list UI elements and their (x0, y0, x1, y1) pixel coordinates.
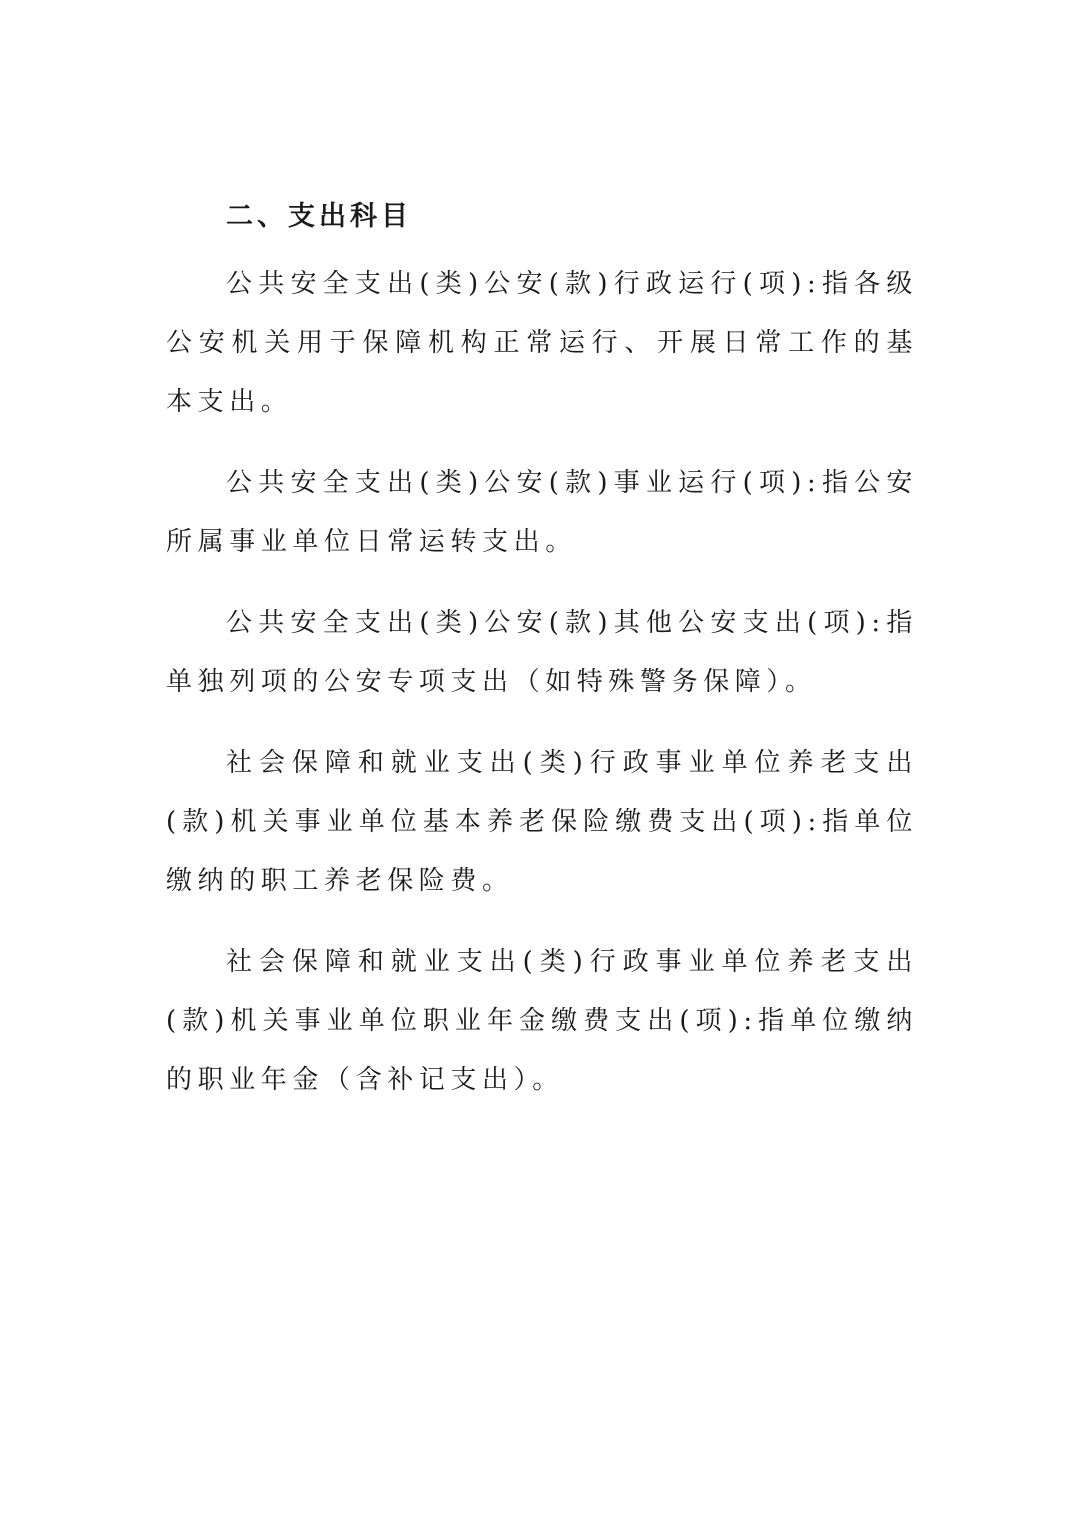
paragraph-occupational-annuity: 社会保障和就业支出(类)行政事业单位养老支出(款)机关事业单位职业年金缴费支出(项):指单位缴纳的职业年金（含补记支出）。 (166, 947, 918, 1095)
paragraph-public-security-admin: 公共安全支出(类)公安(款)行政运行(项):指各级公安机关用于保障机构正常运行、开展日常工作的基本支出。 (166, 269, 918, 417)
section-heading: 二、支出科目 (226, 201, 412, 232)
paragraph-public-security-other: 公共安全支出(类)公安(款)其他公安支出(项):指单独列项的公安专项支出（如特殊警务保障）。 (166, 608, 918, 697)
document-body (166, 193, 918, 1132)
paragraph-public-security-institution: 公共安全支出(类)公安(款)事业运行(项):指公安所属事业单位日常运转支出。 (166, 468, 918, 557)
paragraph-basic-pension-insurance: 社会保障和就业支出(类)行政事业单位养老支出(款)机关事业单位基本养老保险缴费支出(项):指单位缴纳的职工养老保险费。 (166, 748, 918, 896)
